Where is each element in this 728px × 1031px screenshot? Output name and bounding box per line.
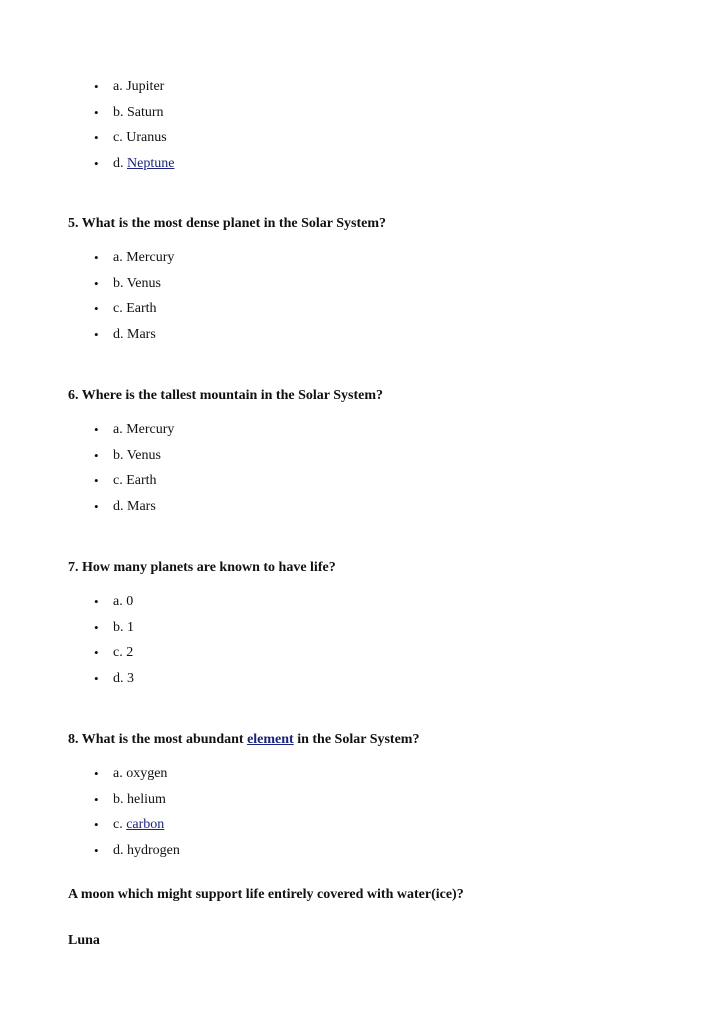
- option-text: 3: [127, 671, 134, 687]
- bullet-icon: •: [94, 422, 99, 437]
- option-text: Jupiter: [126, 79, 165, 94]
- question-5: 5. What is the most dense planet in the Solar System?: [68, 216, 387, 231]
- q8-options: [0, 764, 180, 867]
- question-8-end: in the Solar System?: [293, 732, 420, 747]
- carbon-link[interactable]: carbon: [126, 817, 165, 833]
- option-prefix: b.: [113, 791, 127, 807]
- list-item: [0, 841, 180, 867]
- element-link[interactable]: element: [247, 732, 294, 747]
- bullet-icon: •: [94, 275, 99, 291]
- option-prefix: b.: [113, 619, 127, 635]
- bullet-icon: •: [94, 104, 99, 120]
- option-text: Venus: [126, 275, 161, 291]
- list-item: [0, 299, 174, 325]
- list-item: [0, 103, 174, 129]
- question-8: [68, 730, 419, 750]
- option-text: Earth: [126, 473, 157, 489]
- bullet-icon: •: [94, 499, 99, 515]
- list-item: [0, 497, 174, 523]
- question-7: 7. How many planets are known to have life?: [68, 560, 336, 575]
- list-item: [0, 618, 134, 644]
- bullet-icon: •: [94, 447, 99, 463]
- option-text: Venus: [126, 447, 161, 463]
- neptune-link[interactable]: Neptune: [127, 156, 175, 172]
- option-text: oxygen: [126, 766, 168, 781]
- option-text: Mars: [127, 499, 156, 515]
- bullet-icon: •: [94, 327, 99, 343]
- option-prefix: a.: [113, 766, 127, 781]
- question-8-start: 8. What is the most abundant: [68, 732, 248, 747]
- bullet-icon: •: [94, 130, 99, 146]
- list-item: [0, 77, 174, 103]
- list-item: [0, 248, 174, 274]
- option-text: Saturn: [127, 104, 164, 120]
- list-item: [0, 128, 174, 154]
- list-item: [0, 325, 174, 351]
- option-prefix: d.: [113, 499, 127, 515]
- question-moon: A moon which might support life entirely covered with water(ice)?: [68, 887, 464, 902]
- bullet-icon: •: [94, 250, 99, 265]
- list-item: [0, 446, 174, 472]
- list-item: [0, 420, 174, 446]
- list-item: [0, 154, 174, 180]
- option-prefix: d.: [113, 156, 127, 172]
- option-prefix: a.: [113, 422, 127, 437]
- list-item: [0, 274, 174, 300]
- bullet-icon: •: [94, 619, 99, 635]
- option-text: Mars: [127, 327, 156, 343]
- option-prefix: b.: [113, 104, 127, 120]
- list-item: [0, 471, 174, 497]
- list-item: [0, 643, 134, 669]
- bullet-icon: •: [94, 843, 99, 859]
- option-text: hydrogen: [127, 843, 180, 859]
- bullet-icon: •: [94, 791, 99, 807]
- option-prefix: b.: [113, 275, 127, 291]
- option-prefix: c.: [113, 301, 127, 317]
- option-prefix: a.: [113, 79, 127, 94]
- option-prefix: a.: [113, 594, 127, 609]
- option-text: helium: [127, 791, 166, 807]
- option-text: Mercury: [126, 250, 175, 265]
- q6-options: [0, 420, 174, 523]
- bullet-icon: •: [94, 645, 99, 661]
- option-prefix: b.: [113, 447, 127, 463]
- option-prefix: a.: [113, 250, 127, 265]
- bullet-icon: •: [94, 671, 99, 687]
- bullet-icon: •: [94, 473, 99, 489]
- option-prefix: d.: [113, 327, 127, 343]
- question-6: 6. Where is the tallest mountain in the Solar System?: [68, 388, 384, 403]
- list-item: [0, 790, 180, 816]
- answer-luna: Luna: [68, 933, 100, 948]
- option-prefix: c.: [113, 130, 127, 146]
- bullet-icon: •: [94, 594, 99, 609]
- option-text: 1: [127, 619, 134, 635]
- option-prefix: c.: [113, 645, 127, 661]
- bullet-icon: •: [94, 156, 99, 172]
- bullet-icon: •: [94, 766, 99, 781]
- option-text: 0: [126, 594, 134, 609]
- list-item: [0, 669, 134, 695]
- option-prefix: d.: [113, 671, 127, 687]
- option-prefix: c.: [113, 473, 127, 489]
- option-text: Uranus: [126, 130, 167, 146]
- bullet-icon: •: [94, 301, 99, 317]
- option-text: Earth: [126, 301, 157, 317]
- list-item: [0, 815, 180, 841]
- q4-options: [0, 77, 174, 180]
- bullet-icon: •: [94, 79, 99, 94]
- option-text: 2: [126, 645, 134, 661]
- list-item: [0, 592, 134, 618]
- option-prefix: d.: [113, 843, 127, 859]
- q5-options: [0, 248, 174, 351]
- option-text: Mercury: [126, 422, 175, 437]
- bullet-icon: •: [94, 817, 99, 833]
- q7-options: [0, 592, 134, 695]
- list-item: [0, 764, 180, 790]
- option-prefix: c.: [113, 817, 127, 833]
